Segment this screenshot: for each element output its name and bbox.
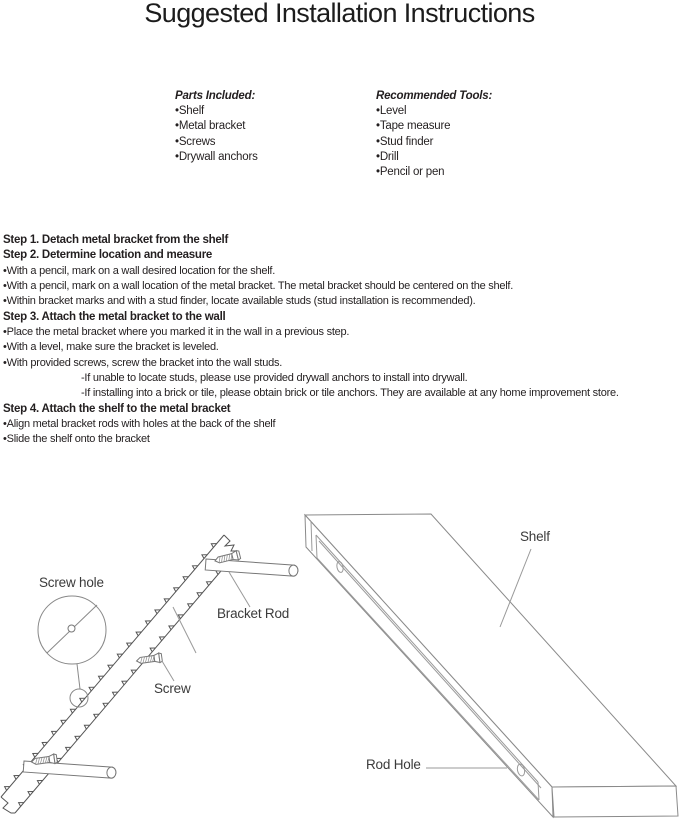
rod-hole-label: Rod Hole <box>366 757 421 772</box>
page-title: Suggested Installation Instructions <box>144 0 535 28</box>
instruction-line: Step 4. Attach the shelf to the metal bracket <box>3 402 231 415</box>
bracket-rod-label: Bracket Rod <box>217 606 290 621</box>
instruction-line: Step 2. Determine location and measure <box>3 249 213 262</box>
screw-label: Screw <box>154 681 191 696</box>
instruction-line: •With a pencil, mark on a wall desired location for the shelf. <box>3 264 276 277</box>
shelf-label: Shelf <box>520 529 550 544</box>
instruction-line: •Align metal bracket rods with holes at the back of the shelf <box>3 418 276 431</box>
parts-heading: Parts Included: <box>175 90 256 102</box>
bracket-rod-leader-line <box>229 572 250 607</box>
tools-item: •Drill <box>376 150 399 163</box>
tools-item: •Level <box>376 105 407 118</box>
screw-hole-label: Screw hole <box>39 575 104 590</box>
instruction-line: Step 3. Attach the metal bracket to the wall <box>3 310 226 323</box>
parts-item: •Metal bracket <box>175 120 246 133</box>
instruction-line: •With a pencil, mark on a wall location of the metal bracket. The metal bracket should be centered on the shelf. <box>3 280 514 293</box>
screw-leader-line <box>162 661 174 681</box>
shelf-drawing <box>305 514 678 817</box>
instruction-line: •With a level, make sure the bracket is leveled. <box>3 341 219 354</box>
parts-item: •Shelf <box>175 105 205 118</box>
tools-heading: Recommended Tools: <box>376 90 493 102</box>
instruction-line: -If unable to locate studs, please use provided drywall anchors to install into drywall. <box>81 372 468 385</box>
instruction-line: •Place the metal bracket where you marked it in the wall in a previous step. <box>3 326 350 339</box>
instruction-line: •With provided screws, screw the bracket into the wall studs. <box>3 356 282 369</box>
instruction-line: -If installing into a brick or tile, please obtain brick or tile anchors. They are available at any home improvement store. <box>81 387 619 400</box>
instruction-line: Step 1. Detach metal bracket from the shelf <box>3 234 229 246</box>
parts-item: •Drywall anchors <box>175 150 258 163</box>
parts-item: •Screws <box>175 135 216 148</box>
tools-item: •Pencil or pen <box>376 166 445 179</box>
tools-item: •Stud finder <box>376 135 434 148</box>
tools-item: •Tape measure <box>376 120 451 133</box>
instruction-line: •Within bracket marks and with a stud finder, locate available studs (stud installation is recommended). <box>3 295 476 308</box>
screw-hole-callout <box>38 596 106 707</box>
instruction-line: •Slide the shelf onto the bracket <box>3 433 150 446</box>
